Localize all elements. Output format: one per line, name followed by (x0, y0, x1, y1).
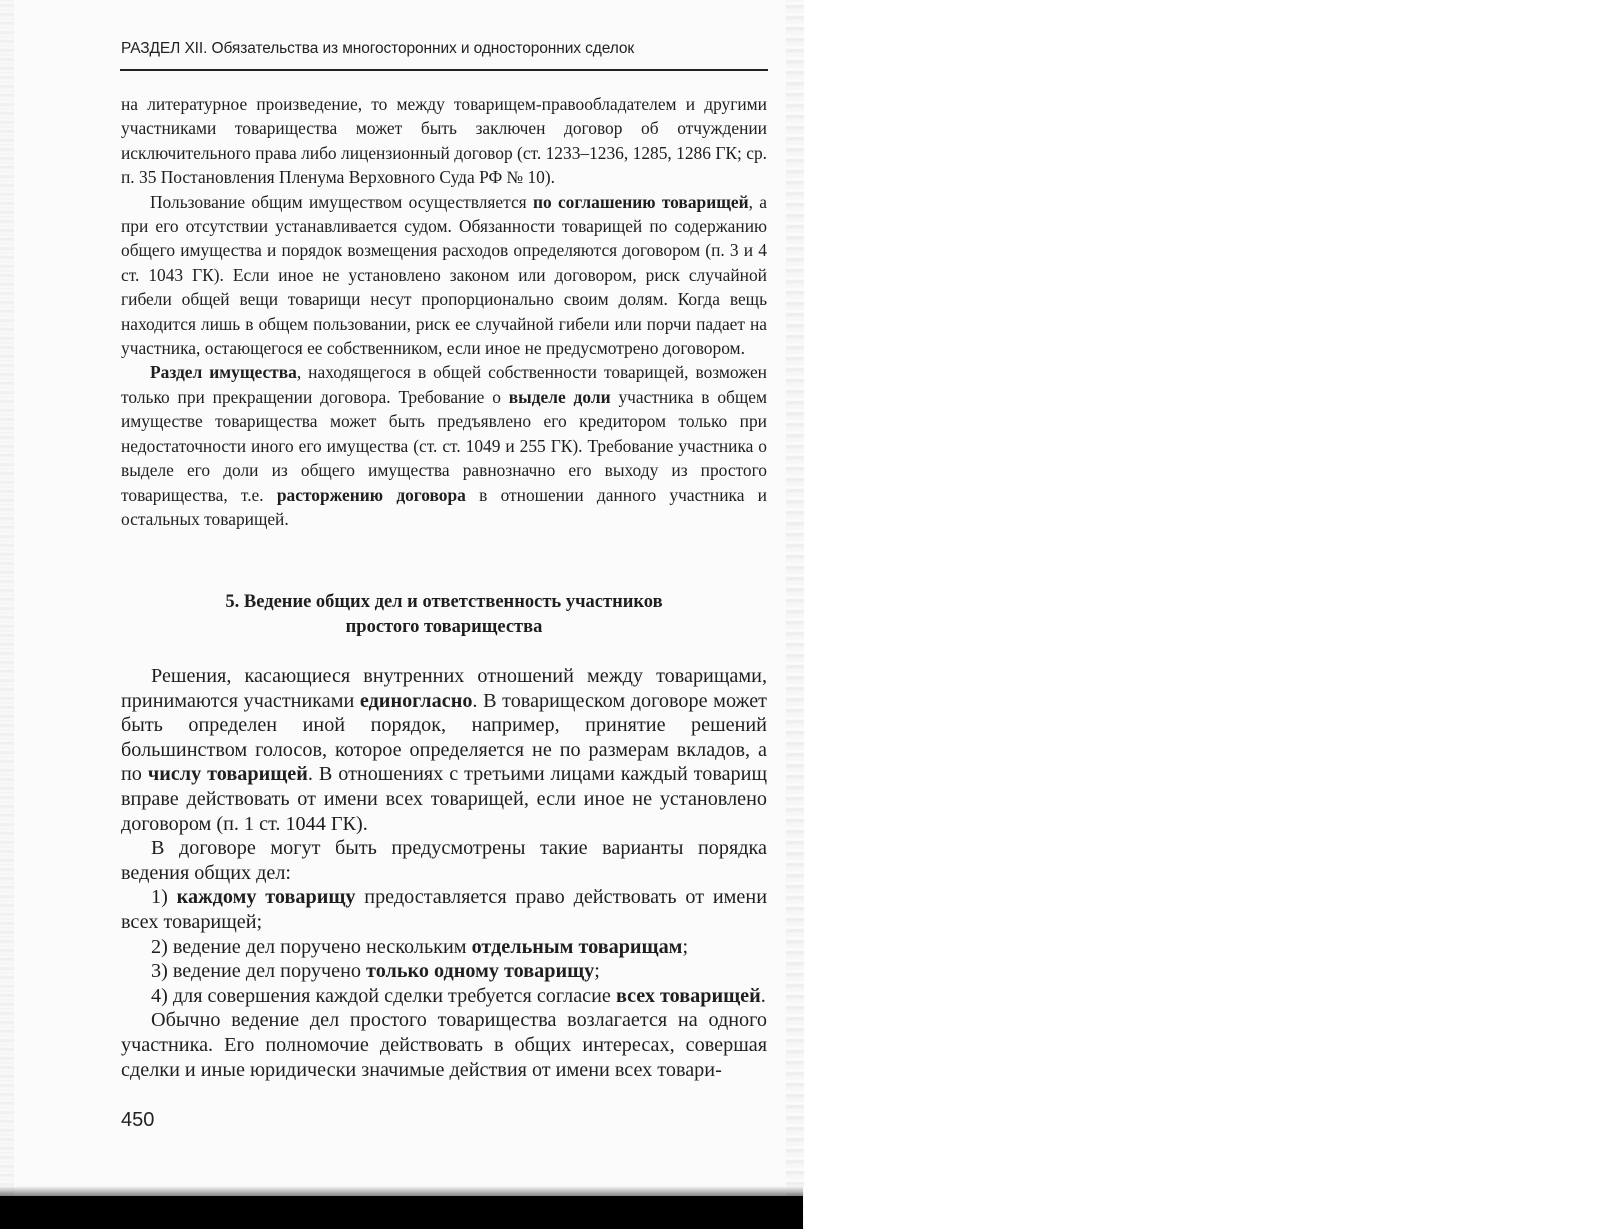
paragraph-division-of-property (121, 360, 767, 531)
list-text: . (760, 984, 766, 1007)
bold-term: числу товарищей (147, 763, 308, 786)
header-rule (120, 69, 768, 71)
section-heading-line: простого товарищества (345, 617, 543, 637)
paragraph-text: Обычно ведение дел простого товарищества возлагается на одного участника. Его полномочие действовать в общих интересах, совершая сделки и иные юридически значимые действия от имени всех товари- (121, 1009, 767, 1081)
list-text: 1) (151, 886, 177, 909)
paragraph-text: в отношении данного участника и остальных товарищей. (121, 484, 767, 529)
paragraph-text: , находящегося в общей собственности товарищей, возможен только при прекращении договора. Требование о (121, 362, 767, 407)
bold-term: единогласно (359, 689, 473, 712)
list-item (121, 935, 767, 960)
bold-term: только одному товарищу (366, 960, 595, 983)
list-item (121, 984, 767, 1009)
paragraph-use-of-property (121, 190, 767, 361)
page-number: 450 (121, 1109, 155, 1131)
bold-term: всех товарищей (615, 984, 761, 1007)
running-head: РАЗДЕЛ XII. Обязательства из многосторонних и односторонних сделок (121, 40, 635, 57)
section-heading-line: 5. Ведение общих дел и ответственность участников (225, 592, 663, 612)
body-text-small (121, 92, 767, 531)
paragraph-text: . В отношениях с третьими лицами каждый товарищ вправе действовать от имени всех товарищей, если иное не установлено договором (п. 1 ст. 1044 ГК). (121, 763, 767, 835)
paragraph-continuation (121, 92, 767, 190)
paragraph-text: , а при его отсутствии устанавливается судом. Обязанности товарищей по содержанию общего имущества и порядок возмещения расходов определяются договором (п. 3 и 4 ст. 1043 ГК). Если иное не установлено законом или договором, риск случайной гибели общей вещи товарищи несут пропорционально своим долям. Когда вещь находится лишь в общем пользовании, риск ее случайной гибели или порчи падает на участника, остающегося ее собственником, если иное не предусмотрено договором. (121, 191, 767, 359)
bold-term: Раздел имущества (150, 362, 297, 383)
paragraph-text: Пользование общим имуществом осуществляется (150, 191, 533, 212)
list-text: 4) для совершения каждой сделки требуется согласие (151, 984, 616, 1007)
body-text-large (121, 664, 767, 1082)
paragraph-text: . В товарищеском договоре может быть определен иной порядок, например, принятие решений большинством голосов, которое определяется не по размерам вкладов, а по (121, 689, 767, 786)
bold-term: отдельным товарищам (471, 935, 683, 958)
list-text: ; (594, 960, 600, 983)
paragraph-text: В договоре могут быть предусмотрены такие варианты порядка ведения общих дел: (121, 837, 767, 884)
paragraph-text: Решения, касающиеся внутренних отношений между товарищами, принимаются участниками (121, 665, 767, 712)
list-text: предоставляется право действовать от имени всех товарищей; (121, 886, 767, 933)
scan-left-edge (0, 0, 14, 1229)
list-text: 2) ведение дел поручено нескольким (151, 935, 472, 958)
paragraph-text: участника в общем имуществе товарищества может быть предъявлено его кредитором только при недостаточности иного его имущества (ст. ст. 1049 и 255 ГК). Требование участника о выделе его доли из общего имущества равнозначно его выходу из простого товарищества, т.е. (121, 386, 767, 505)
section-heading (121, 590, 767, 640)
paragraph-decisions (121, 664, 767, 836)
paragraph-management (121, 1008, 767, 1082)
bold-term: выделе доли (508, 386, 611, 407)
bold-term: по соглашению товарищей (532, 191, 749, 212)
list-item (121, 959, 767, 984)
bold-term: каждому товарищу (176, 886, 356, 909)
list-item (121, 885, 767, 934)
scan-page-fold (786, 0, 804, 1229)
list-text: ; (682, 935, 689, 958)
paragraph-text: на литературное произведение, то между товарищем-правообладателем и другими участниками товарищества может быть заключен договор об отчуждении исключительного права либо лицензионный договор (ст. 1233–1236, 1285, 1286 ГК; ср. п. 35 Постановления Пленума Верховного Суда РФ № 10). (121, 94, 767, 188)
list-text: 3) ведение дел поручено (151, 960, 367, 983)
paragraph-variants (121, 836, 767, 885)
bold-term: расторжению договора (276, 484, 466, 505)
scan-bottom-border (0, 1196, 803, 1229)
